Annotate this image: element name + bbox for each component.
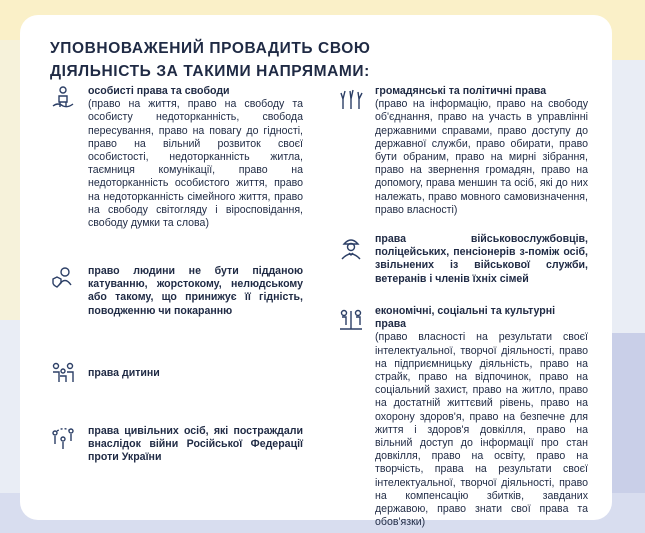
left-item-1-text	[88, 85, 303, 230]
left-item-3-heading: права дитини	[88, 367, 160, 379]
scales-people-icon	[338, 307, 364, 333]
person-hand-icon	[50, 85, 76, 111]
left-item-2-text	[88, 265, 303, 318]
left-item-3-text	[88, 367, 303, 380]
page-title	[50, 37, 470, 83]
right-item-2-heading: права військовослужбовців, поліцейських, пенсіонерів з-поміж осіб, звільнених із військової служби, ветеранів і членів їхніх сімей	[375, 233, 588, 285]
right-item-1-heading: громадянські та політичні права	[375, 85, 547, 97]
person-shield-icon	[50, 265, 76, 291]
content-card	[20, 15, 612, 529]
right-item-1-text	[375, 85, 588, 217]
right-item-1-body: (право на інформацію, право на свободу об'єднання, право на участь в управлінні державними справами, право доступу до державної служби, право обирати, право бути обраним, право на мирні зібрання, право на звернення громадян, право на допомогу, права меншин та осіб, які до них належать, право мовного самовизначення, право власності)	[375, 98, 588, 216]
left-item-1-heading: особисті права та свободи	[88, 85, 230, 97]
title-line-1: УПОВНОВАЖЕНИЙ ПРОВАДИТЬ СВОЮ	[50, 40, 371, 57]
left-item-4-heading: права цивільних осіб, які постраждали внаслідок війни Російської Федерації проти України	[88, 425, 303, 464]
right-item-3-body: (право власності на результати своєї інтелектуальної, творчої діяльності, право на підприємницьку діяльність, право на страйк, право на відпочинок, право на соціальний захист, право на житло, право на достатній життєвий рівень, право на охорону здоров'я, право на безпечне для життя і здоров'я довкілля, право на вільний доступ до інформації про стан довкілля, право на освіту, право на творчість, права на результати своєї інтелектуальної, творчої діяльності, право на компенсацію збитків, завданих державою, право знати свої права та обов'язки)	[375, 331, 588, 529]
title-line-2: ДІЯЛЬНІСТЬ ЗА ТАКИМИ НАПРЯМАМИ:	[50, 63, 370, 80]
left-item-2-heading: право людини не бути підданою катуванню, жорстокому, нелюдському або такому, що принижує її гідність, поводженню чи покаранню	[88, 265, 303, 317]
left-item-4-text	[88, 425, 303, 465]
left-item-1-body: (право на життя, право на свободу та особисту недоторканність, свобода пересування, право на повагу до гідності, право на вільний розвиток своєї особистості, недоторканність житла, таємниця комунікації, право на недоторканність особистого життя, право на недоторканність сімейного життя, право на свободу світогляду і віросповідання, свободу думки та слова)	[88, 98, 303, 230]
right-item-3-text	[375, 305, 588, 529]
right-item-3-heading: економічні, соціальні та культурні права	[375, 305, 556, 331]
raised-hands-icon	[338, 85, 364, 111]
displaced-people-icon	[50, 425, 76, 451]
soldier-icon	[338, 235, 364, 261]
family-icon	[50, 360, 76, 386]
right-item-2-text	[375, 233, 588, 286]
